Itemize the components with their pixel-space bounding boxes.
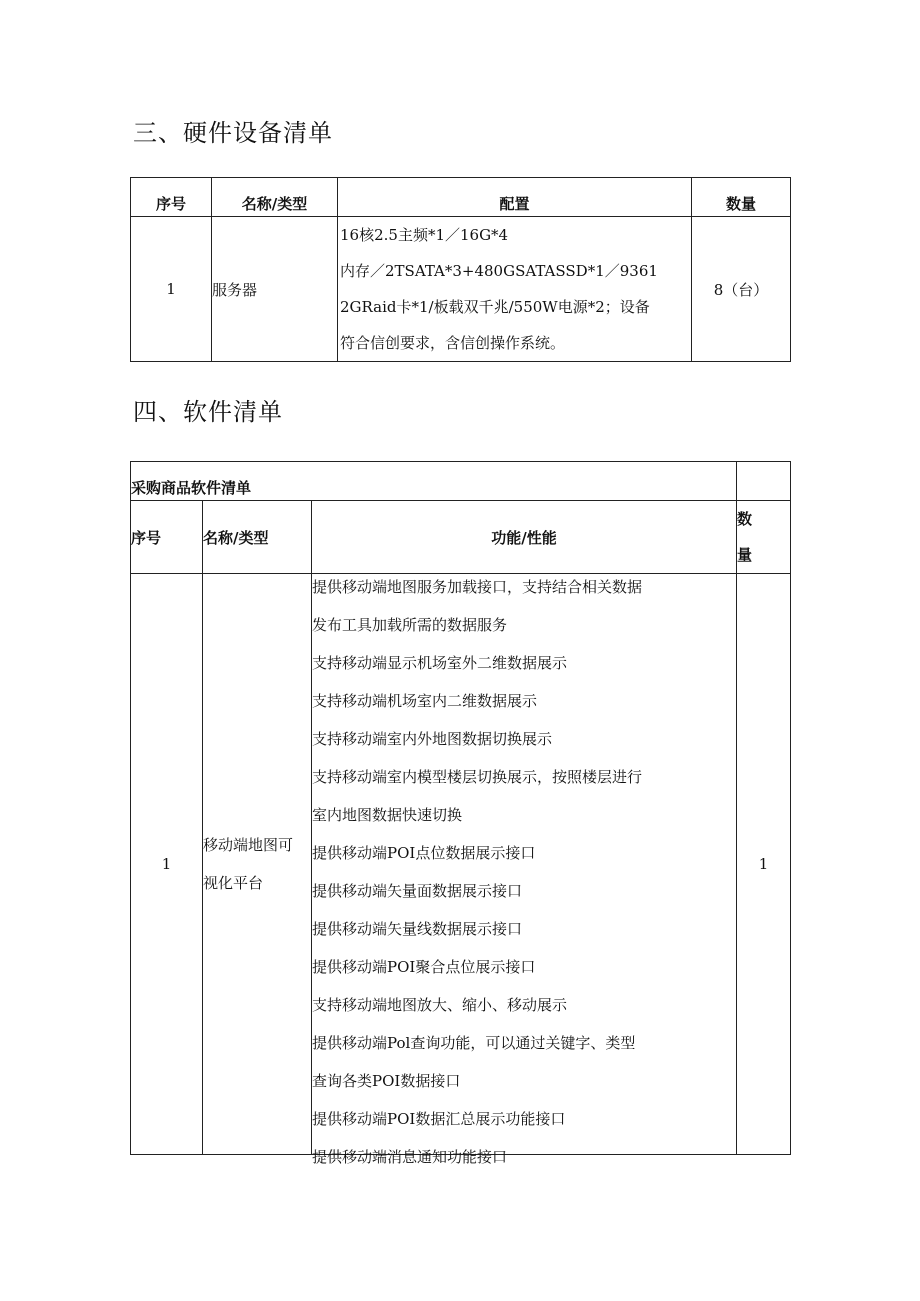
sw-header-func: 功能/性能 xyxy=(312,501,737,574)
sw-cell-no: 1 xyxy=(131,574,203,1155)
sw-name-line: 视化平台 xyxy=(203,874,264,892)
func-list xyxy=(312,574,736,1166)
func-line: 提供移动端矢量面数据展示接口 xyxy=(312,882,523,900)
sw-cell-func xyxy=(312,574,737,1166)
func-line: 支持移动端机场室内二维数据展示 xyxy=(312,692,538,710)
sw-cell-qty: 1 xyxy=(737,574,791,1155)
func-line: 提供移动端POI点位数据展示接口 xyxy=(312,844,536,862)
software-title-row xyxy=(131,462,791,501)
sw-header-qty-line: 数 xyxy=(737,510,753,528)
software-title-empty-cell xyxy=(737,462,791,501)
config-line: 16核2.5主频*1／16G*4 xyxy=(340,226,509,244)
config-line: 2GRaid卡*1/板载双千兆/550W电源*2；设备 xyxy=(340,298,650,316)
software-heading: 四、软件清单 xyxy=(133,398,283,426)
hw-header-name: 名称/类型 xyxy=(212,178,338,217)
func-line: 支持移动端地图放大、缩小、移动展示 xyxy=(312,996,568,1014)
table-row xyxy=(131,574,791,1155)
func-line: 提供移动端POI聚合点位展示接口 xyxy=(312,958,536,976)
software-header-row xyxy=(131,501,791,574)
func-line: 提供移动端Pol查询功能，可以通过关键字、类型 xyxy=(312,1034,636,1052)
config-line: 内存／2TSATA*3+480GSATASSD*1／9361 xyxy=(340,262,658,280)
func-line: 提供移动端消息通知功能接口 xyxy=(312,1148,508,1166)
hw-cell-no: 1 xyxy=(131,217,212,362)
sw-name-line: 移动端地图可 xyxy=(203,836,294,854)
func-line: 提供移动端矢量线数据展示接口 xyxy=(312,920,523,938)
hw-cell-qty: 8（台） xyxy=(692,217,791,362)
software-table xyxy=(130,461,791,1166)
sw-header-qty xyxy=(737,501,791,574)
func-line: 提供移动端地图服务加载接口，支持结合相关数据 xyxy=(312,578,643,596)
hw-cell-config xyxy=(338,217,692,362)
func-line: 发布工具加载所需的数据服务 xyxy=(312,616,508,634)
hardware-table xyxy=(130,177,791,362)
hw-header-config: 配置 xyxy=(338,178,692,217)
sw-cell-name xyxy=(203,574,312,1155)
hw-header-qty: 数量 xyxy=(692,178,791,217)
func-line: 支持移动端显示机场室外二维数据展示 xyxy=(312,654,568,672)
hw-header-no: 序号 xyxy=(131,178,212,217)
hw-cell-name: 服务器 xyxy=(212,217,338,362)
func-line: 支持移动端室内外地图数据切换展示 xyxy=(312,730,553,748)
table-row xyxy=(131,217,791,362)
sw-header-qty-line: 量 xyxy=(737,546,753,564)
func-line: 支持移动端室内模型楼层切换展示，按照楼层进行 xyxy=(312,768,643,786)
config-line: 符合信创要求，含信创操作系统。 xyxy=(340,334,566,352)
hardware-header-row xyxy=(131,178,791,217)
software-table-title: 采购商品软件清单 xyxy=(131,462,737,501)
hardware-heading: 三、硬件设备清单 xyxy=(133,119,333,147)
func-line: 查询各类POI数据接口 xyxy=(312,1072,461,1090)
sw-header-no: 序号 xyxy=(131,501,203,574)
func-line: 提供移动端POI数据汇总展示功能接口 xyxy=(312,1110,566,1128)
sw-header-name: 名称/类型 xyxy=(203,501,312,574)
func-line: 室内地图数据快速切换 xyxy=(312,806,463,824)
